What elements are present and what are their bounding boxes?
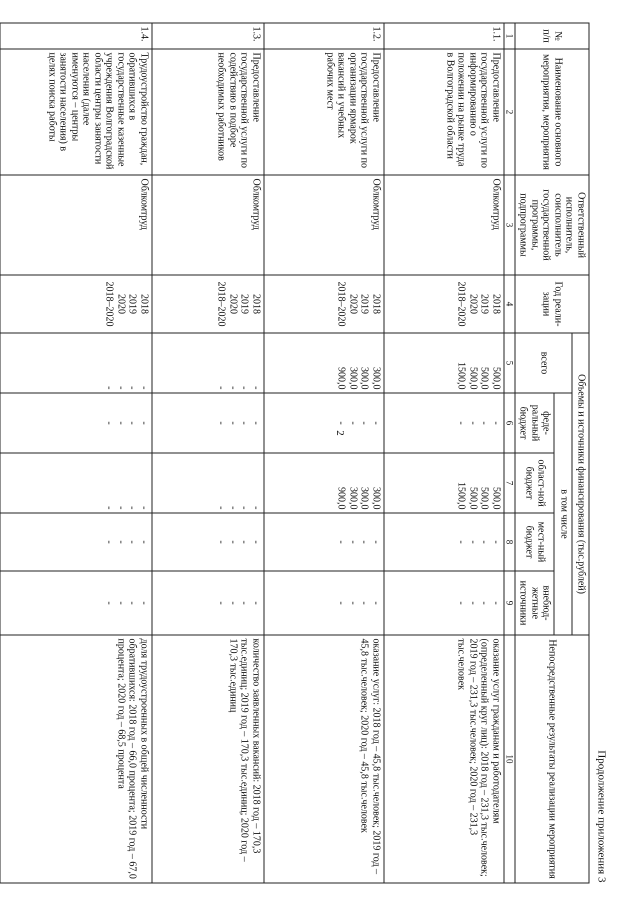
row-number: 1.4. — [0, 23, 152, 49]
extra-cell-value: - — [490, 601, 502, 605]
extra-cell-value: - — [478, 601, 490, 605]
local-cell-value: - — [455, 540, 467, 544]
total-cell-value: - — [138, 386, 150, 390]
results: доля трудоустроенных в общей численности обратившихся: 2018 год – 66,0 процента; 2019 год – 67,0 процента; 2020 год – 68,5 процента — [0, 635, 152, 883]
federal-cell-value: - — [335, 421, 347, 425]
col-number: 1 — [504, 23, 515, 49]
year-cell-value: 2019 — [126, 294, 138, 314]
measure-name: Трудоустройство граждан, обратившихся в государственные казенные учреждения Волгоградской области центры занятости населения (далее именуются – центры занятости населения) в целях поиска работы — [0, 49, 152, 175]
header-federal: феде-ральный бюджет — [515, 393, 555, 453]
col-number: 10 — [504, 635, 515, 883]
local-cell-value: - — [126, 540, 138, 544]
year-cell-value: 2018 — [370, 294, 382, 314]
local-cell — [0, 513, 152, 571]
extra-cell-value: - — [215, 601, 227, 605]
extra-cell-value: - — [335, 601, 347, 605]
regional-cell-value: - — [215, 506, 227, 510]
col-number: 8 — [504, 513, 515, 571]
federal-cell-value: - — [126, 421, 138, 425]
header-including: в том числе — [555, 393, 573, 635]
header-finance: Объемы и источники финансирования (тыс.рублей) — [573, 333, 590, 635]
federal-cell-value: - — [227, 421, 239, 425]
total-cell — [264, 333, 384, 393]
local-cell-value: - — [250, 540, 262, 544]
total-cell-value: 300,0 — [347, 367, 359, 390]
executor: Облкомтруд — [264, 175, 384, 275]
regional-cell — [384, 453, 504, 513]
rotated-page — [33, 23, 608, 883]
regional-cell — [0, 453, 152, 513]
regional-cell-value: 300,0 — [358, 487, 370, 510]
regional-cell — [264, 453, 384, 513]
extra-cell-value: - — [126, 601, 138, 605]
header-extra: внебюд-жетные источники — [515, 571, 555, 635]
extra-cell-value: - — [347, 601, 359, 605]
col-number: 6 — [504, 393, 515, 453]
year-cell-value: 2018 — [250, 294, 262, 314]
table-row — [152, 23, 264, 883]
total-cell-value: - — [115, 386, 127, 390]
regional-cell-value: 500,0 — [478, 487, 490, 510]
year-cell-value: 2020 — [347, 294, 359, 314]
local-cell-value: - — [138, 540, 150, 544]
header-no: № п/п — [515, 23, 589, 49]
total-cell-value: 1500,0 — [455, 362, 467, 390]
local-cell-value: - — [335, 540, 347, 544]
extra-cell — [264, 571, 384, 635]
local-cell — [152, 513, 264, 571]
local-cell — [384, 513, 504, 571]
extra-cell — [384, 571, 504, 635]
regional-cell-value: - — [238, 506, 250, 510]
measure-name: Предоставление государственной услуги по организации ярмарок вакансий и учебных рабочих мест — [264, 49, 384, 175]
federal-cell-value: - — [215, 421, 227, 425]
total-cell-value: 500,0 — [478, 367, 490, 390]
extra-cell-value: - — [227, 601, 239, 605]
col-number: 9 — [504, 571, 515, 635]
row-number: 1.1. — [384, 23, 504, 49]
year-cell-value: 2018 — [138, 294, 150, 314]
total-cell — [152, 333, 264, 393]
year-cell-value: 2019 — [238, 294, 250, 314]
year-cell-value: 2019 — [478, 294, 490, 314]
federal-cell-value: - — [347, 421, 359, 425]
extra-cell-value: - — [138, 601, 150, 605]
page-number: 2 — [333, 430, 346, 436]
results: оказание услуг гражданам и работодателям (определенный круг лиц): 2018 год – 231,3 тыс.человек; 2019 год – 231,3 тыс.человек; 2020 год – 231,3 тыс.человек — [384, 635, 504, 883]
year-cell-value: 2020 — [227, 294, 239, 314]
local-cell-value: - — [227, 540, 239, 544]
year-cell-value: 2020 — [115, 294, 127, 314]
measure-name: Предоставление государственной услуги по содействию в подборе необходимых работников — [152, 49, 264, 175]
header-results: Непосредственные результаты реализации мероприятия — [515, 635, 589, 883]
extra-cell-value: - — [115, 601, 127, 605]
row-number: 1.2. — [264, 23, 384, 49]
total-cell-value: - — [227, 386, 239, 390]
year-cell-value: 2019 — [358, 294, 370, 314]
extra-cell-value: - — [250, 601, 262, 605]
federal-cell-value: - — [115, 421, 127, 425]
row-number: 1.3. — [152, 23, 264, 49]
local-cell-value: - — [370, 540, 382, 544]
extra-cell — [0, 571, 152, 635]
total-cell-value: 500,0 — [490, 367, 502, 390]
year-cell-value: 2018–2020 — [455, 281, 467, 327]
col-number: 7 — [504, 453, 515, 513]
total-cell-value: - — [215, 386, 227, 390]
local-cell-value: - — [490, 540, 502, 544]
federal-cell-value: - — [138, 421, 150, 425]
local-cell-value: - — [103, 540, 115, 544]
local-cell-value: - — [467, 540, 479, 544]
year-cell-value: 2018–2020 — [215, 281, 227, 327]
regional-cell-value: 300,0 — [370, 487, 382, 510]
local-cell-value: - — [347, 540, 359, 544]
results: количество заявленных вакансий: 2018 год – 170,3 тыс.единиц; 2019 год – 170,3 тыс.единиц; 2020 год – 170,3 тыс.единиц — [152, 635, 264, 883]
federal-cell-value: - — [370, 421, 382, 425]
federal-cell-value: - — [455, 421, 467, 425]
federal-cell-value: - — [478, 421, 490, 425]
total-cell-value: 300,0 — [370, 367, 382, 390]
header-year: Год реали-зации — [515, 275, 589, 333]
program-table — [0, 23, 590, 884]
table-row — [264, 23, 384, 883]
federal-cell-value: - — [490, 421, 502, 425]
executor: Облкомтруд — [152, 175, 264, 275]
year-cell-value: 2018–2020 — [103, 281, 115, 327]
col-number: 3 — [504, 175, 515, 275]
local-cell-value: - — [478, 540, 490, 544]
executor: Облкомтруд — [384, 175, 504, 275]
local-cell-value: - — [115, 540, 127, 544]
total-cell-value: - — [250, 386, 262, 390]
col-number: 5 — [504, 333, 515, 393]
federal-cell-value: - — [250, 421, 262, 425]
regional-cell-value: 500,0 — [467, 487, 479, 510]
regional-cell-value: 300,0 — [347, 487, 359, 510]
federal-cell — [384, 393, 504, 453]
regional-cell-value: 500,0 — [490, 487, 502, 510]
federal-cell-value: - — [238, 421, 250, 425]
federal-cell — [0, 393, 152, 453]
year-cell — [384, 275, 504, 333]
total-cell-value: - — [126, 386, 138, 390]
year-cell — [152, 275, 264, 333]
total-cell-value: - — [238, 386, 250, 390]
year-cell-value: 2020 — [467, 294, 479, 314]
regional-cell — [152, 453, 264, 513]
table-row — [384, 23, 504, 883]
local-cell-value: - — [238, 540, 250, 544]
federal-cell — [264, 393, 384, 453]
header-executor: Ответственный исполнитель, соисполнитель государственной программы, подпрограммы — [515, 175, 589, 275]
total-cell-value: - — [103, 386, 115, 390]
header-regional: област-ной бюджет — [515, 453, 555, 513]
regional-cell-value: - — [115, 506, 127, 510]
total-cell — [0, 333, 152, 393]
local-cell — [264, 513, 384, 571]
header-local: мест-ный бюджет — [515, 513, 555, 571]
extra-cell-value: - — [358, 601, 370, 605]
total-cell — [384, 333, 504, 393]
year-cell — [264, 275, 384, 333]
regional-cell-value: 900,0 — [335, 487, 347, 510]
regional-cell-value: - — [250, 506, 262, 510]
table-body — [0, 23, 504, 883]
regional-cell-value: - — [126, 506, 138, 510]
extra-cell — [152, 571, 264, 635]
total-cell-value: 900,0 — [335, 367, 347, 390]
local-cell-value: - — [358, 540, 370, 544]
local-cell-value: - — [215, 540, 227, 544]
results: оказание услуг: 2018 год – 45,8 тыс.человек; 2019 год – 45,8 тыс.человек; 2020 год – 45,8 тыс.человек — [264, 635, 384, 883]
year-cell — [0, 275, 152, 333]
executor: Облкомтруд — [0, 175, 152, 275]
total-cell-value: 500,0 — [467, 367, 479, 390]
regional-cell-value: 1500,0 — [455, 482, 467, 510]
total-cell-value: 300,0 — [358, 367, 370, 390]
extra-cell-value: - — [103, 601, 115, 605]
regional-cell-value: - — [103, 506, 115, 510]
table-caption: Продолжение приложения 3 — [595, 750, 608, 883]
federal-cell-value: - — [103, 421, 115, 425]
table-row — [0, 23, 152, 883]
header-name: Наименование основного мероприятия, мероприятия — [515, 49, 589, 175]
extra-cell-value: - — [467, 601, 479, 605]
col-number: 2 — [504, 49, 515, 175]
header-total: всего — [515, 333, 573, 393]
column-number-row — [504, 23, 515, 883]
year-cell-value: 2018–2020 — [335, 281, 347, 327]
regional-cell-value: - — [227, 506, 239, 510]
measure-name: Предоставление государственной услуги по информированию о положении на рынке труда в Волгоградской области — [384, 49, 504, 175]
extra-cell-value: - — [455, 601, 467, 605]
federal-cell — [152, 393, 264, 453]
col-number: 4 — [504, 275, 515, 333]
year-cell-value: 2018 — [490, 294, 502, 314]
federal-cell-value: - — [467, 421, 479, 425]
extra-cell-value: - — [370, 601, 382, 605]
regional-cell-value: - — [138, 506, 150, 510]
extra-cell-value: - — [238, 601, 250, 605]
federal-cell-value: - — [358, 421, 370, 425]
